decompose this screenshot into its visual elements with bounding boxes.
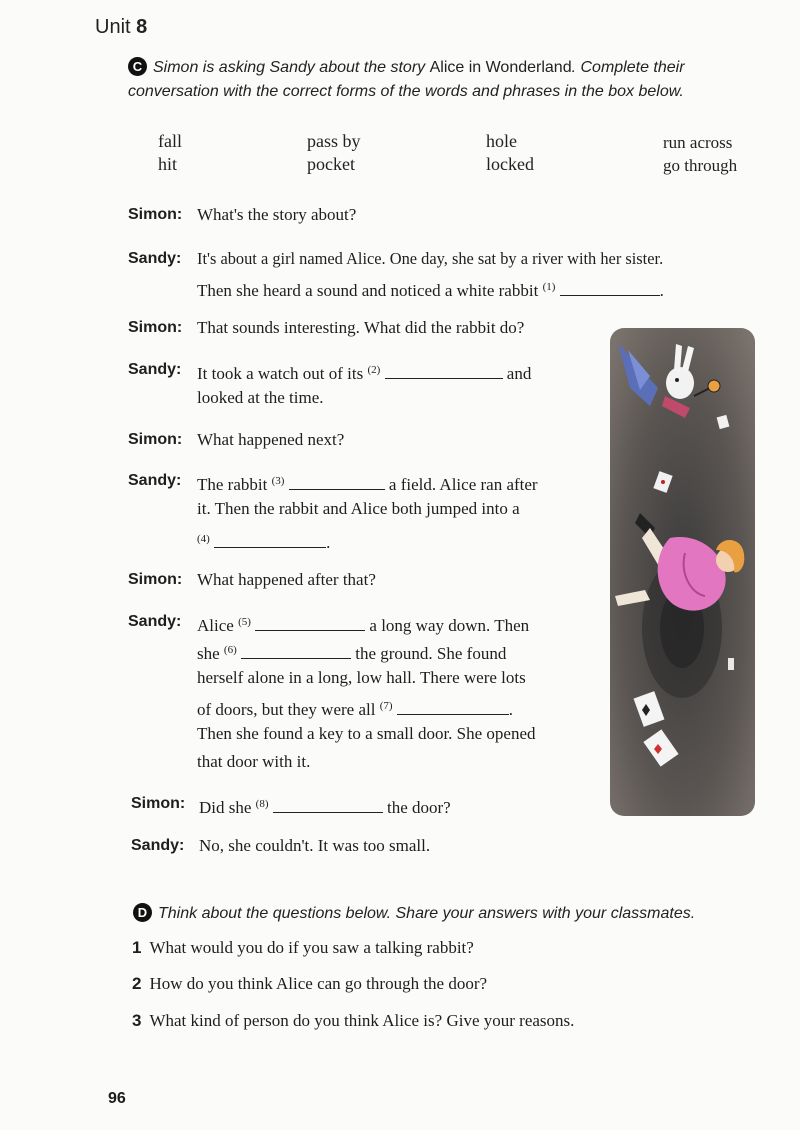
answer-blank-6[interactable] xyxy=(241,644,351,659)
blank-number: (7) xyxy=(379,700,393,712)
answer-blank-7[interactable] xyxy=(397,700,509,715)
exercise-d-instruction: D Think about the questions below. Share your answers with your classmates. xyxy=(133,902,695,926)
answer-blank-3[interactable] xyxy=(289,475,385,490)
word-hole: hole xyxy=(486,131,517,151)
page-number: 96 xyxy=(108,1090,126,1107)
speaker-sandy: Sandy: xyxy=(128,361,182,378)
dialogue-line: looked at the time. xyxy=(197,388,324,407)
speaker-simon: Simon: xyxy=(128,206,183,223)
word-hit: hit xyxy=(158,154,178,174)
blank-number: (4) xyxy=(197,533,210,545)
word-run-across: run across xyxy=(663,133,733,152)
dialogue-line: Then she found a key to a small door. She opened xyxy=(197,724,536,743)
dialogue-line: of doors, but they were all $^{(7)}$ . xyxy=(197,700,514,719)
speaker-sandy: Sandy: xyxy=(128,250,182,267)
dialogue-line: It took a watch out of its $^{(2)}$ and xyxy=(197,364,532,383)
dialogue-line: It's about a girl named Alice. One day, she sat by a river with her sister. xyxy=(197,249,664,268)
story-title: Alice in Wonderland xyxy=(429,59,572,76)
word-pocket: pocket xyxy=(307,154,355,174)
speaker-sandy: Sandy: xyxy=(128,472,182,489)
question-item: 1 What would you do if you saw a talking rabbit? xyxy=(132,938,474,957)
dialogue-line: Alice $^{(5)}$ a long way down. Then xyxy=(197,616,530,635)
dialogue-line: No, she couldn't. It was too small. xyxy=(199,836,431,855)
blank-number: (2) xyxy=(367,364,381,376)
answer-blank-4[interactable] xyxy=(214,533,326,548)
answer-blank-2[interactable] xyxy=(385,364,503,379)
word-go-through: go through xyxy=(663,156,738,175)
word-fall: fall xyxy=(158,131,182,151)
answer-blank-8[interactable] xyxy=(273,798,383,813)
speaker-simon: Simon: xyxy=(128,431,183,448)
unit-heading: Unit 8 xyxy=(95,16,148,38)
speaker-simon: Simon: xyxy=(128,571,183,588)
word-pass-by: pass by xyxy=(307,131,361,151)
dialogue-line: That sounds interesting. What did the rabbit do? xyxy=(197,318,525,337)
exercise-c-badge: C xyxy=(128,57,147,76)
blank-number: (5) xyxy=(238,616,251,628)
dialogue-line: What happened after that? xyxy=(197,570,376,589)
question-item: 2 How do you think Alice can go through the door? xyxy=(132,974,488,993)
dialogue-line: What happened next? xyxy=(197,430,345,449)
alice-falling-illustration xyxy=(610,328,755,816)
dialogue-line: $^{(4)}$ . xyxy=(197,533,331,552)
blank-number: (3) xyxy=(271,475,285,487)
exercise-c-instruction: C Simon is asking Sandy about the story Alice in Wonderland. Complete their conversation with the correct forms of the words and phrases in the box below. xyxy=(128,59,685,100)
exercise-d-badge: D xyxy=(133,903,152,922)
dialogue-line: Then she heard a sound and noticed a white rabbit $^{(1)}$ . xyxy=(197,281,664,300)
answer-blank-1[interactable] xyxy=(560,281,660,296)
blank-number: (1) xyxy=(542,281,556,293)
dialogue-line: Did she $^{(8)}$ the door? xyxy=(199,798,451,817)
speaker-simon: Simon: xyxy=(131,795,186,812)
dialogue-line: that door with it. xyxy=(197,752,311,771)
dialogue-line: it. Then the rabbit and Alice both jumped into a xyxy=(197,499,520,518)
blank-number: (8) xyxy=(255,798,269,810)
blank-number: (6) xyxy=(223,644,237,656)
speaker-simon: Simon: xyxy=(128,319,183,336)
dialogue-line: What's the story about? xyxy=(197,205,357,224)
speaker-sandy: Sandy: xyxy=(128,613,182,630)
dialogue-line: The rabbit $^{(3)}$ a field. Alice ran after xyxy=(197,475,538,494)
word-locked: locked xyxy=(486,154,534,174)
answer-blank-5[interactable] xyxy=(255,616,365,631)
dialogue-line: herself alone in a long, low hall. There were lots xyxy=(197,668,526,687)
question-item: 3 What kind of person do you think Alice is? Give your reasons. xyxy=(132,1011,575,1030)
dialogue-line: she $^{(6)}$ the ground. She found xyxy=(197,644,507,663)
speaker-sandy: Sandy: xyxy=(131,837,185,854)
